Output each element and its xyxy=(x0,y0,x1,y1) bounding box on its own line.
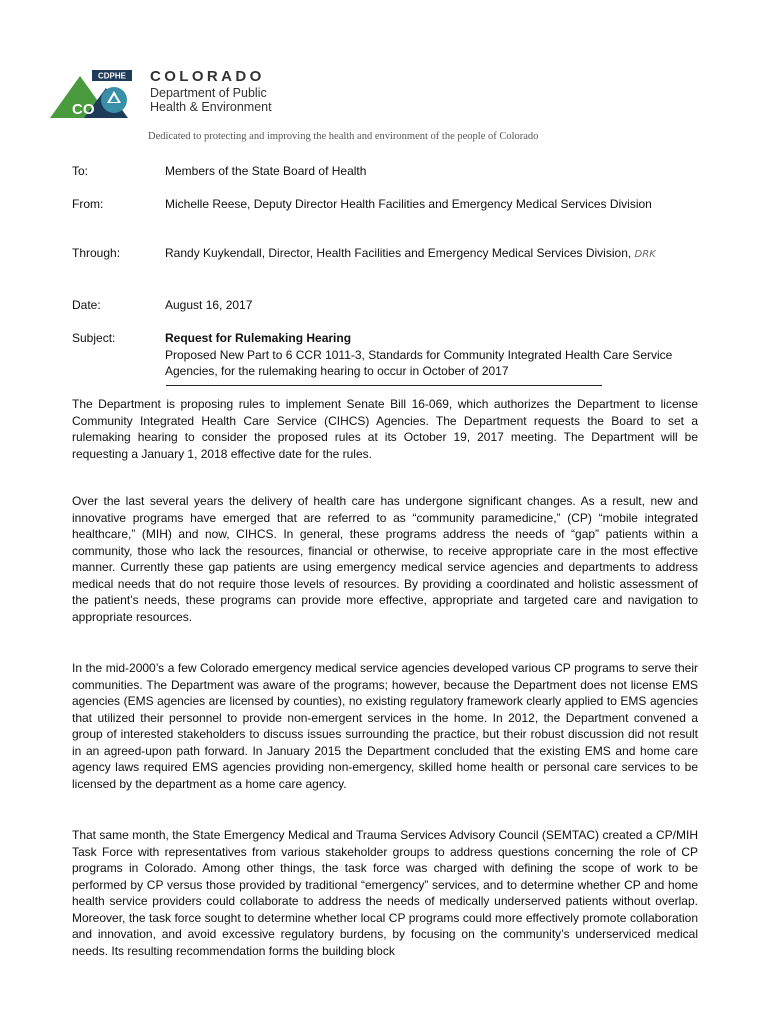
paragraph-1: The Department is proposing rules to implement Senate Bill 16-069, which authorizes the Department to license Community Integrated Health Care Service (CIHCS) Agencies. The Department requests the Board to set a rulemaking hearing to consider the proposed rules at its October 19, 2017 meeting. The Department will be requesting a January 1, 2018 effective date for the rules. xyxy=(72,397,698,461)
header-divider xyxy=(166,385,602,386)
through-label: Through: xyxy=(72,246,121,260)
date-label: Date: xyxy=(72,298,101,312)
through-value xyxy=(165,245,685,264)
from-value: Michelle Reese, Deputy Director Health Facilities and Emergency Medical Services Division xyxy=(165,197,652,211)
paragraph-4: That same month, the State Emergency Medical and Trauma Services Advisory Council (SEMTAC) created a CP/MIH Task Force with representatives from various stakeholder groups to address questions concerning the role of CP programs in Colorado. Among other things, the task force was charged with defining the scope of work to be performed by CP versus those provided by traditional “emergency” services, and to determine whether CP and home health service providers could collaborate to address the needs of medically underserved patients without overlap. Moreover, the task force sought to determine whether local CP programs could more effectively promote collaboration and innovation, and avoid excessive regulatory burdens, by focusing on the community’s underserviced medical needs. Its resulting recommendation forms the building block xyxy=(72,828,698,958)
to-value: Members of the State Board of Health xyxy=(165,164,367,178)
tagline: Dedicated to protecting and improving the health and environment of the people of Colorado xyxy=(148,131,539,142)
through-initials: DRK xyxy=(634,249,656,260)
subject-value xyxy=(165,330,685,380)
logo-co-mark: CO xyxy=(72,101,95,118)
org-dept-line2: Health & Environment xyxy=(150,100,272,114)
paragraph-2: Over the last several years the delivery of health care has undergone significant changes. As a result, new and innovative programs have emerged that are referred to as “community paramedicine,” (CP) “mobile integrated healthcare,” (MIH) and now, CIHCS. In general, these programs address the needs of “gap” patients within a community, those who lack the resources, financial or otherwise, to receive appropriate care in the most effective manner. Currently these gap patients are using emergency medical service agencies and departments to address medical needs that do not require those levels of resources. By providing a coordinated and holistic assessment of the patient’s needs, these programs can provide more effective, appropriate and targeted care and navigation to appropriate resources. xyxy=(72,494,698,624)
org-name xyxy=(150,68,272,114)
org-state: COLORADO xyxy=(150,68,265,85)
paragraph-3: In the mid-2000’s a few Colorado emergency medical service agencies developed various CP programs to serve their communities. The Department was aware of the programs; however, because the Department does not license EMS agencies (EMS agencies are licensed by counties), no existing regulatory framework clearly applied to EMS agencies that utilized their personnel to provide non-emergent services in the home. In 2012, the Department convened a group of interested stakeholders to discuss issues surrounding the practice, but their robust discussion did not result in an agreed-upon path forward. In January 2015 the Department concluded that the existing EMS and home care agency laws required EMS agencies providing non-emergency, skilled home health or personal care services to be licensed by the department as a home care agency. xyxy=(72,661,698,791)
date-value: August 16, 2017 xyxy=(165,298,253,312)
from-label: From: xyxy=(72,197,104,211)
through-text: Randy Kuykendall, Director, Health Facilities and Emergency Medical Services Division, xyxy=(165,246,632,260)
subject-title: Request for Rulemaking Hearing xyxy=(165,331,352,345)
cdphe-logo xyxy=(50,70,146,120)
to-label: To: xyxy=(72,164,89,178)
org-dept-line1: Department of Public xyxy=(150,86,267,100)
logo-badge-text: CDPHE xyxy=(97,71,127,81)
subject-label: Subject: xyxy=(72,331,116,345)
subject-line: Proposed New Part to 6 CCR 1011-3, Standards for Community Integrated Health Care Service Agencies, for the rulemaking hearing to occur in October of 2017 xyxy=(165,347,673,378)
